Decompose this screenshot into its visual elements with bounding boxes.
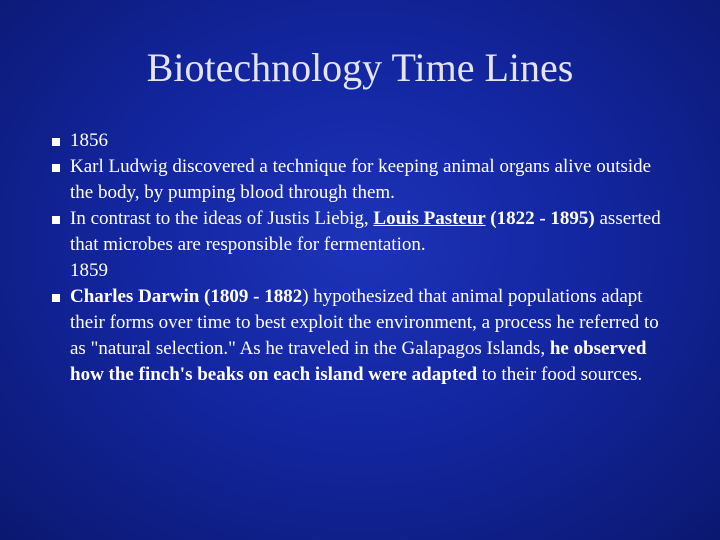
darwin-name-dates: Charles Darwin (1809 - 1882 (70, 286, 303, 307)
bullet-text-pre: In contrast to the ideas of Justis Liebig, (70, 208, 374, 229)
darwin-text-1: ) hypothesized that animal populations adapt their forms over time to best exploit the environment, a process he referred to as "natural selection." As he traveled in the Galapagos Islands, (70, 286, 659, 359)
louis-pasteur-link[interactable]: Louis Pasteur (373, 208, 486, 229)
bullet-marker-icon (52, 294, 60, 302)
bullet-marker-icon (52, 216, 60, 224)
slide-title: Biotechnology Time Lines (146, 45, 574, 90)
bullet-list (48, 128, 668, 388)
bullet-item-year-1856 (48, 128, 668, 154)
bullet-marker-icon (52, 164, 60, 172)
darwin-text-2: to their food sources. (477, 364, 643, 385)
bullet-text: Karl Ludwig discovered a technique for keeping animal organs alive outside the body, by pumping blood through them. (70, 156, 652, 203)
darwin-finch-observation: he observed how the finch's beaks on each island were adapted (70, 338, 647, 385)
bullet-year-1859: 1859 (70, 260, 108, 281)
bullet-marker-icon (52, 138, 60, 146)
bullet-item-ludwig (48, 154, 668, 206)
bullet-text-post: asserted that microbes are responsible for fermentation. (70, 208, 661, 255)
bullet-item-pasteur (48, 206, 668, 284)
pasteur-dates: (1822 - 1895) (485, 208, 595, 229)
bullet-text: 1856 (70, 130, 108, 151)
bullet-item-darwin (48, 284, 668, 388)
